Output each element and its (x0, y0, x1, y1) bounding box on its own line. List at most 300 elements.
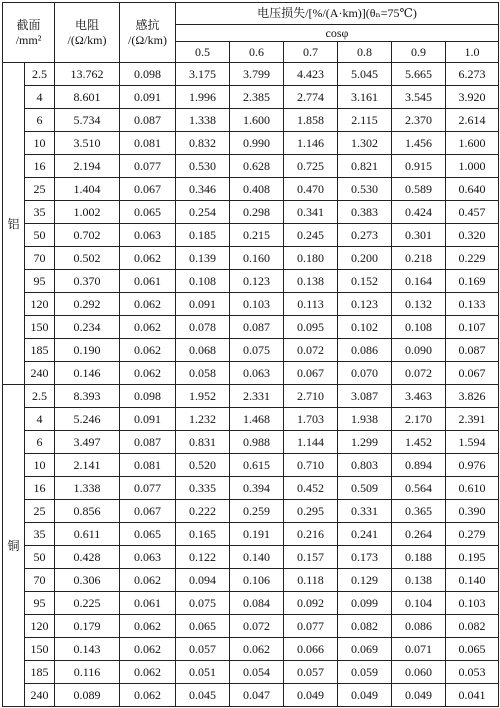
reactance-cell: 0.098 (120, 63, 176, 86)
voltage-loss-cell: 0.915 (392, 155, 446, 178)
resistance-cell: 0.370 (55, 270, 120, 293)
voltage-loss-cell: 0.628 (230, 155, 284, 178)
voltage-loss-cell: 1.600 (446, 132, 499, 155)
voltage-loss-cell: 0.094 (176, 569, 230, 592)
voltage-loss-cell: 0.229 (446, 247, 499, 270)
voltage-loss-cell: 1.000 (446, 155, 499, 178)
section-cell: 6 (25, 431, 55, 454)
voltage-loss-cell: 2.170 (392, 408, 446, 431)
table-body (3, 63, 499, 707)
reactance-cell: 0.062 (120, 316, 176, 339)
voltage-loss-cell: 0.057 (284, 661, 338, 684)
voltage-loss-cell: 0.140 (446, 569, 499, 592)
resistance-cell: 0.179 (55, 615, 120, 638)
voltage-loss-cell: 0.103 (446, 592, 499, 615)
voltage-loss-cell: 3.799 (230, 63, 284, 86)
reactance-cell: 0.062 (120, 339, 176, 362)
voltage-loss-cell: 0.457 (446, 201, 499, 224)
voltage-loss-cell: 0.049 (284, 684, 338, 707)
voltage-loss-cell: 0.301 (392, 224, 446, 247)
voltage-loss-cell: 1.996 (176, 86, 230, 109)
voltage-loss-cell: 0.067 (284, 362, 338, 385)
voltage-loss-cell: 0.091 (176, 293, 230, 316)
reactance-cell: 0.067 (120, 500, 176, 523)
voltage-loss-cell: 0.990 (230, 132, 284, 155)
voltage-loss-cell: 0.295 (284, 500, 338, 523)
table-row (3, 316, 499, 339)
voltage-loss-header: 电压损失/[%/(A·km)](θₙ=75℃) (176, 3, 499, 25)
table-row (3, 615, 499, 638)
reactance-cell: 0.063 (120, 546, 176, 569)
section-cell: 4 (25, 408, 55, 431)
voltage-loss-cell: 0.087 (446, 339, 499, 362)
voltage-loss-cell: 0.615 (230, 454, 284, 477)
voltage-loss-cell: 0.062 (230, 638, 284, 661)
voltage-loss-cell: 0.054 (230, 661, 284, 684)
voltage-loss-cell: 0.803 (338, 454, 392, 477)
section-cell: 120 (25, 615, 55, 638)
reactance-cell: 0.062 (120, 569, 176, 592)
voltage-loss-cell: 0.530 (338, 178, 392, 201)
voltage-loss-cell: 1.600 (230, 109, 284, 132)
table-row (3, 201, 499, 224)
table-row (3, 224, 499, 247)
voltage-loss-cell: 0.264 (392, 523, 446, 546)
table-row (3, 408, 499, 431)
voltage-loss-cell: 0.164 (392, 270, 446, 293)
section-cell: 25 (25, 178, 55, 201)
table-row (3, 362, 499, 385)
voltage-loss-cell: 0.331 (338, 500, 392, 523)
resistance-cell: 5.734 (55, 109, 120, 132)
reactance-cell: 0.062 (120, 615, 176, 638)
voltage-loss-cell: 2.774 (284, 86, 338, 109)
voltage-loss-cell: 0.070 (338, 362, 392, 385)
voltage-loss-cell: 0.072 (392, 362, 446, 385)
table-row (3, 569, 499, 592)
table-row (3, 431, 499, 454)
cos-value-header: 1.0 (446, 42, 499, 63)
voltage-loss-cell: 0.087 (230, 316, 284, 339)
reactance-cell: 0.061 (120, 592, 176, 615)
voltage-loss-cell: 0.180 (284, 247, 338, 270)
resistance-cell: 0.143 (55, 638, 120, 661)
reactance-cell: 0.098 (120, 385, 176, 408)
voltage-loss-cell: 1.938 (338, 408, 392, 431)
voltage-loss-cell: 0.408 (230, 178, 284, 201)
reactance-cell: 0.081 (120, 132, 176, 155)
voltage-loss-cell: 3.920 (446, 86, 499, 109)
voltage-loss-cell: 1.338 (176, 109, 230, 132)
voltage-loss-cell: 0.057 (176, 638, 230, 661)
voltage-loss-cell: 0.084 (230, 592, 284, 615)
voltage-loss-cell: 2.115 (338, 109, 392, 132)
voltage-loss-cell: 0.049 (338, 684, 392, 707)
section-cell: 185 (25, 661, 55, 684)
voltage-loss-cell: 0.218 (392, 247, 446, 270)
reactance-cell: 0.062 (120, 661, 176, 684)
voltage-loss-cell: 1.302 (338, 132, 392, 155)
table-row (3, 155, 499, 178)
section-cell: 10 (25, 454, 55, 477)
section-cell: 25 (25, 500, 55, 523)
voltage-loss-cell: 0.108 (392, 316, 446, 339)
reactance-cell: 0.062 (120, 684, 176, 707)
voltage-loss-cell: 0.129 (338, 569, 392, 592)
voltage-loss-cell: 6.273 (446, 63, 499, 86)
voltage-loss-cell: 0.053 (446, 661, 499, 684)
section-cell: 70 (25, 569, 55, 592)
section-header (3, 3, 55, 63)
resistance-cell: 2.194 (55, 155, 120, 178)
voltage-loss-cell: 0.051 (176, 661, 230, 684)
table-row (3, 178, 499, 201)
table-row (3, 546, 499, 569)
resistance-cell: 0.611 (55, 523, 120, 546)
voltage-loss-cell: 0.200 (338, 247, 392, 270)
voltage-loss-cell: 2.710 (284, 385, 338, 408)
voltage-loss-cell: 3.463 (392, 385, 446, 408)
voltage-loss-cell: 0.104 (392, 592, 446, 615)
section-header-unit: /mm² (15, 32, 42, 47)
voltage-loss-cell: 0.383 (338, 201, 392, 224)
section-cell: 2.5 (25, 385, 55, 408)
resistance-cell: 0.306 (55, 569, 120, 592)
voltage-loss-cell: 0.831 (176, 431, 230, 454)
voltage-loss-cell: 0.988 (230, 431, 284, 454)
cos-value-header: 0.8 (338, 42, 392, 63)
resistance-cell: 0.146 (55, 362, 120, 385)
voltage-loss-cell: 0.564 (392, 477, 446, 500)
voltage-loss-cell: 1.146 (284, 132, 338, 155)
voltage-loss-cell: 1.952 (176, 385, 230, 408)
voltage-loss-cell: 0.259 (230, 500, 284, 523)
voltage-loss-cell: 2.391 (446, 408, 499, 431)
reactance-cell: 0.087 (120, 431, 176, 454)
voltage-loss-cell: 0.160 (230, 247, 284, 270)
voltage-loss-cell: 2.370 (392, 109, 446, 132)
resistance-cell: 0.190 (55, 339, 120, 362)
section-cell: 50 (25, 546, 55, 569)
voltage-loss-cell: 0.063 (230, 362, 284, 385)
voltage-loss-cell: 0.106 (230, 569, 284, 592)
table-row (3, 592, 499, 615)
voltage-loss-cell: 0.123 (230, 270, 284, 293)
reactance-header (120, 3, 176, 63)
resistance-cell: 0.089 (55, 684, 120, 707)
voltage-loss-cell: 0.123 (338, 293, 392, 316)
voltage-loss-cell: 0.335 (176, 477, 230, 500)
voltage-loss-cell: 0.060 (392, 661, 446, 684)
resistance-cell: 8.393 (55, 385, 120, 408)
cos-value-header: 0.5 (176, 42, 230, 63)
voltage-loss-cell: 3.087 (338, 385, 392, 408)
voltage-loss-cell: 0.139 (176, 247, 230, 270)
reactance-cell: 0.091 (120, 408, 176, 431)
voltage-loss-cell: 5.045 (338, 63, 392, 86)
table-row (3, 500, 499, 523)
resistance-cell: 3.497 (55, 431, 120, 454)
resistance-cell: 1.002 (55, 201, 120, 224)
reactance-cell: 0.061 (120, 270, 176, 293)
voltage-loss-cell: 0.710 (284, 454, 338, 477)
section-cell: 150 (25, 316, 55, 339)
reactance-header-unit: /(Ω/km) (128, 32, 167, 47)
section-cell: 2.5 (25, 63, 55, 86)
resistance-cell: 0.856 (55, 500, 120, 523)
voltage-loss-cell: 0.273 (338, 224, 392, 247)
voltage-loss-cell: 0.122 (176, 546, 230, 569)
voltage-loss-cell: 0.589 (392, 178, 446, 201)
voltage-loss-cell: 0.095 (284, 316, 338, 339)
voltage-loss-cell: 0.832 (176, 132, 230, 155)
reactance-cell: 0.065 (120, 523, 176, 546)
cos-value-header: 0.6 (230, 42, 284, 63)
voltage-loss-cell: 0.725 (284, 155, 338, 178)
section-cell: 16 (25, 477, 55, 500)
section-cell: 240 (25, 684, 55, 707)
resistance-cell: 1.338 (55, 477, 120, 500)
voltage-loss-cell: 1.594 (446, 431, 499, 454)
voltage-loss-cell: 1.703 (284, 408, 338, 431)
resistance-cell: 1.404 (55, 178, 120, 201)
voltage-loss-cell: 0.072 (230, 615, 284, 638)
voltage-loss-cell: 0.138 (284, 270, 338, 293)
table-row (3, 247, 499, 270)
reactance-header-label: 感抗 (135, 17, 160, 32)
section-cell: 50 (25, 224, 55, 247)
voltage-loss-cell: 0.058 (176, 362, 230, 385)
resistance-header-unit: /(Ω/km) (67, 32, 107, 47)
voltage-loss-cell: 0.394 (230, 477, 284, 500)
voltage-loss-cell: 0.452 (284, 477, 338, 500)
resistance-cell: 0.225 (55, 592, 120, 615)
voltage-loss-cell: 5.665 (392, 63, 446, 86)
voltage-loss-cell: 0.509 (338, 477, 392, 500)
voltage-loss-cell: 0.390 (446, 500, 499, 523)
voltage-loss-cell: 0.082 (446, 615, 499, 638)
voltage-loss-cell: 1.299 (338, 431, 392, 454)
section-cell: 70 (25, 247, 55, 270)
voltage-loss-cell: 0.424 (392, 201, 446, 224)
voltage-loss-cell: 0.059 (338, 661, 392, 684)
cos-phi-header: cosφ (176, 25, 499, 42)
voltage-loss-cell: 1.858 (284, 109, 338, 132)
section-cell: 35 (25, 523, 55, 546)
voltage-loss-cell: 0.065 (176, 615, 230, 638)
voltage-loss-cell: 0.113 (284, 293, 338, 316)
voltage-loss-cell: 0.132 (392, 293, 446, 316)
table-row (3, 132, 499, 155)
voltage-loss-cell: 0.086 (392, 615, 446, 638)
table-row (3, 293, 499, 316)
voltage-loss-cell: 0.075 (176, 592, 230, 615)
voltage-loss-cell: 0.086 (338, 339, 392, 362)
table-row (3, 454, 499, 477)
voltage-loss-cell: 0.072 (284, 339, 338, 362)
voltage-loss-cell: 0.191 (230, 523, 284, 546)
reactance-cell: 0.065 (120, 201, 176, 224)
section-cell: 4 (25, 86, 55, 109)
resistance-cell: 5.246 (55, 408, 120, 431)
voltage-loss-cell: 0.045 (176, 684, 230, 707)
section-cell: 185 (25, 339, 55, 362)
table-row (3, 684, 499, 707)
voltage-loss-cell: 0.067 (446, 362, 499, 385)
voltage-loss-cell: 0.341 (284, 201, 338, 224)
voltage-loss-cell: 0.075 (230, 339, 284, 362)
voltage-loss-cell: 0.102 (338, 316, 392, 339)
reactance-cell: 0.067 (120, 178, 176, 201)
reactance-cell: 0.062 (120, 362, 176, 385)
voltage-loss-cell: 0.169 (446, 270, 499, 293)
voltage-loss-cell: 0.069 (338, 638, 392, 661)
voltage-loss-cell: 0.222 (176, 500, 230, 523)
voltage-loss-cell: 3.175 (176, 63, 230, 86)
voltage-loss-cell: 0.188 (392, 546, 446, 569)
voltage-loss-cell: 1.468 (230, 408, 284, 431)
voltage-loss-cell: 0.065 (446, 638, 499, 661)
material-label: 铝 (3, 63, 25, 385)
table-row (3, 661, 499, 684)
voltage-loss-cell: 0.520 (176, 454, 230, 477)
section-cell: 150 (25, 638, 55, 661)
voltage-loss-cell: 1.452 (392, 431, 446, 454)
resistance-cell: 3.510 (55, 132, 120, 155)
voltage-loss-cell: 0.092 (284, 592, 338, 615)
resistance-cell: 13.762 (55, 63, 120, 86)
resistance-cell: 0.502 (55, 247, 120, 270)
voltage-loss-cell: 0.610 (446, 477, 499, 500)
voltage-loss-cell: 0.821 (338, 155, 392, 178)
voltage-loss-cell: 0.216 (284, 523, 338, 546)
voltage-loss-cell: 0.640 (446, 178, 499, 201)
resistance-cell: 0.702 (55, 224, 120, 247)
voltage-loss-cell: 0.049 (392, 684, 446, 707)
voltage-loss-cell: 0.241 (338, 523, 392, 546)
cos-value-header: 0.7 (284, 42, 338, 63)
resistance-header (55, 3, 120, 63)
voltage-loss-cell: 0.041 (446, 684, 499, 707)
reactance-cell: 0.081 (120, 454, 176, 477)
reactance-cell: 0.063 (120, 224, 176, 247)
section-cell: 95 (25, 270, 55, 293)
voltage-loss-cell: 0.215 (230, 224, 284, 247)
voltage-loss-cell: 0.099 (338, 592, 392, 615)
table-row (3, 523, 499, 546)
voltage-loss-cell: 0.195 (446, 546, 499, 569)
voltage-loss-cell: 0.118 (284, 569, 338, 592)
section-cell: 240 (25, 362, 55, 385)
voltage-loss-cell: 0.066 (284, 638, 338, 661)
voltage-loss-cell: 3.826 (446, 385, 499, 408)
resistance-cell: 0.292 (55, 293, 120, 316)
voltage-loss-cell: 0.320 (446, 224, 499, 247)
voltage-loss-cell: 0.077 (284, 615, 338, 638)
resistance-header-label: 电阻 (75, 17, 100, 32)
section-header-label: 截面 (16, 17, 41, 32)
section-cell: 16 (25, 155, 55, 178)
reactance-cell: 0.091 (120, 86, 176, 109)
voltage-loss-cell: 0.152 (338, 270, 392, 293)
section-cell: 95 (25, 592, 55, 615)
voltage-loss-cell: 0.254 (176, 201, 230, 224)
voltage-loss-cell: 0.068 (176, 339, 230, 362)
table-row (3, 477, 499, 500)
section-cell: 6 (25, 109, 55, 132)
table-row (3, 339, 499, 362)
resistance-cell: 0.428 (55, 546, 120, 569)
reactance-cell: 0.077 (120, 477, 176, 500)
voltage-loss-cell: 0.090 (392, 339, 446, 362)
resistance-cell: 0.234 (55, 316, 120, 339)
table-row (3, 86, 499, 109)
voltage-loss-cell: 0.365 (392, 500, 446, 523)
voltage-loss-cell: 1.144 (284, 431, 338, 454)
table-row (3, 270, 499, 293)
voltage-loss-cell: 2.614 (446, 109, 499, 132)
table-row (3, 63, 499, 86)
voltage-loss-cell: 3.161 (338, 86, 392, 109)
voltage-loss-cell: 0.165 (176, 523, 230, 546)
voltage-loss-cell: 1.232 (176, 408, 230, 431)
voltage-loss-table (2, 2, 499, 707)
resistance-cell: 0.116 (55, 661, 120, 684)
voltage-loss-cell: 0.976 (446, 454, 499, 477)
section-cell: 35 (25, 201, 55, 224)
material-label: 铜 (3, 385, 25, 707)
voltage-loss-cell: 0.082 (338, 615, 392, 638)
table-row (3, 385, 499, 408)
section-cell: 10 (25, 132, 55, 155)
voltage-loss-cell: 3.545 (392, 86, 446, 109)
voltage-loss-cell: 0.245 (284, 224, 338, 247)
cos-value-header: 0.9 (392, 42, 446, 63)
voltage-loss-cell: 0.298 (230, 201, 284, 224)
voltage-loss-cell: 0.346 (176, 178, 230, 201)
resistance-cell: 8.601 (55, 86, 120, 109)
section-cell: 120 (25, 293, 55, 316)
table-row (3, 109, 499, 132)
table-header (3, 3, 499, 63)
voltage-loss-cell: 0.107 (446, 316, 499, 339)
voltage-loss-cell: 0.108 (176, 270, 230, 293)
reactance-cell: 0.077 (120, 155, 176, 178)
voltage-loss-cell: 0.103 (230, 293, 284, 316)
voltage-loss-cell: 0.140 (230, 546, 284, 569)
voltage-loss-cell: 4.423 (284, 63, 338, 86)
reactance-cell: 0.062 (120, 293, 176, 316)
voltage-loss-cell: 2.385 (230, 86, 284, 109)
voltage-loss-cell: 0.530 (176, 155, 230, 178)
document-page (0, 2, 500, 708)
voltage-loss-cell: 0.133 (446, 293, 499, 316)
voltage-loss-cell: 0.078 (176, 316, 230, 339)
voltage-loss-cell: 0.157 (284, 546, 338, 569)
voltage-loss-cell: 0.279 (446, 523, 499, 546)
voltage-loss-cell: 1.456 (392, 132, 446, 155)
voltage-loss-cell: 0.185 (176, 224, 230, 247)
voltage-loss-cell: 0.173 (338, 546, 392, 569)
voltage-loss-cell: 0.138 (392, 569, 446, 592)
table-row (3, 638, 499, 661)
voltage-loss-cell: 0.894 (392, 454, 446, 477)
voltage-loss-cell: 0.047 (230, 684, 284, 707)
resistance-cell: 2.141 (55, 454, 120, 477)
voltage-loss-cell: 2.331 (230, 385, 284, 408)
reactance-cell: 0.062 (120, 638, 176, 661)
voltage-loss-cell: 0.470 (284, 178, 338, 201)
